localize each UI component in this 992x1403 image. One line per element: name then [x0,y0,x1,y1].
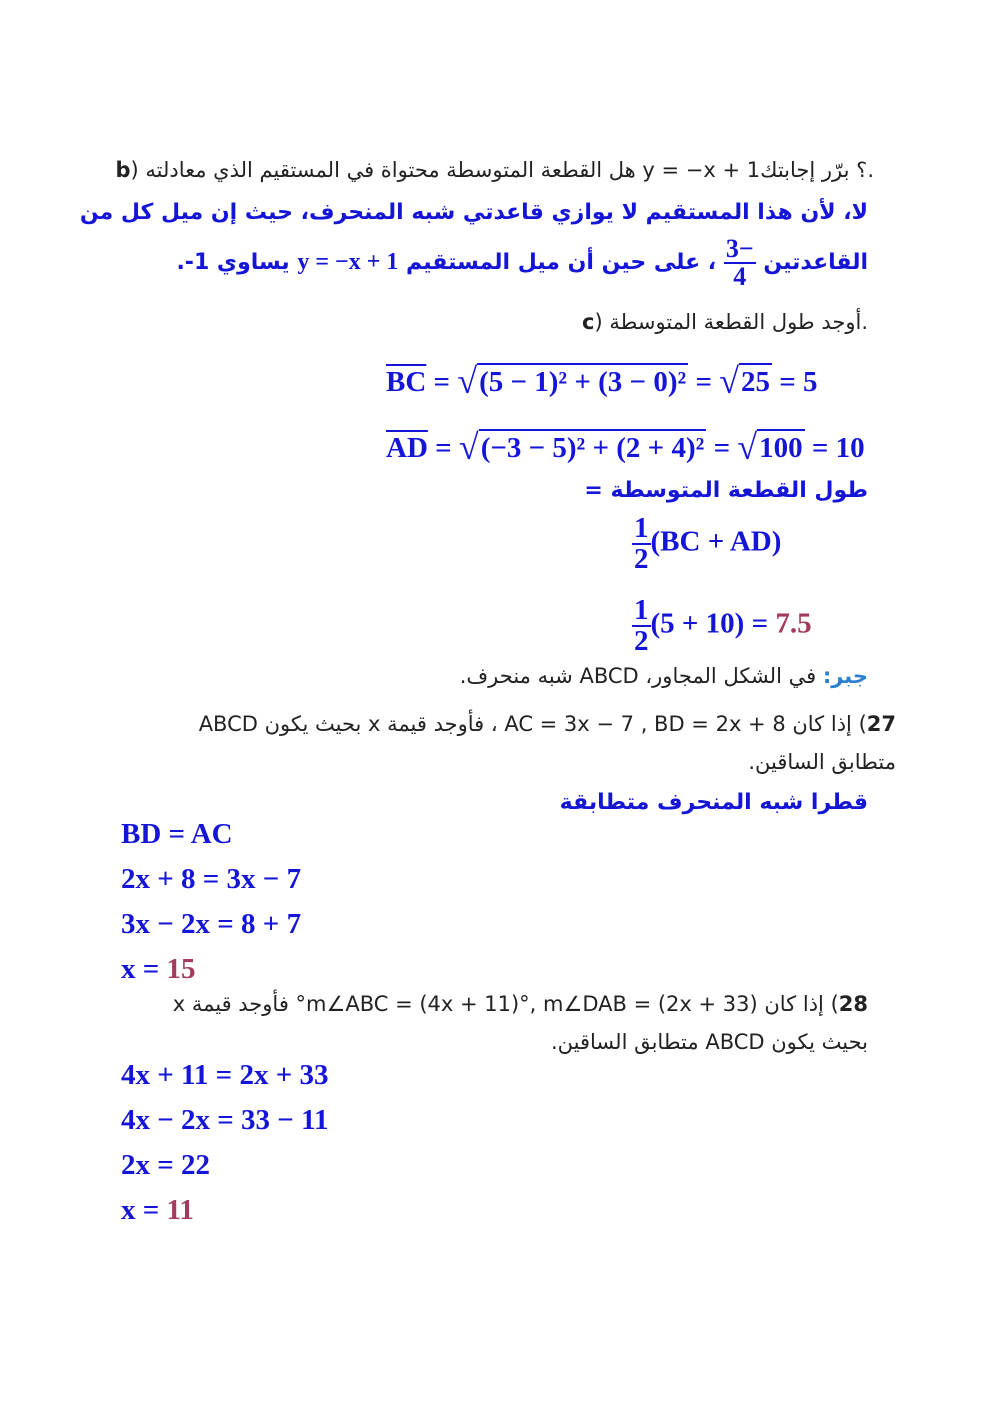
midsegment-result: 7.5 [775,607,812,640]
midsegment-sum: (5 + 10) = [650,607,769,640]
q28-step-2: 4x − 2x = 33 − 11 [121,1104,329,1136]
midsegment-expression: (BC + AD) [650,525,782,558]
half-fraction [632,596,651,656]
q27-step-3: 3x − 2x = 8 + 7 [121,908,302,940]
q27-step-1: BD = AC [121,818,233,850]
ad-length-equation: $\overline{AD} = √(-3 - 5)^2 + (2 + 4)^2 = √100 = 10$ [386,427,865,467]
algebra-intro [460,664,868,688]
half-denominator: 2 [634,543,649,575]
bc-radicand: (5 − 1)² + (3 − 0)² [477,363,688,399]
q27-answer-heading: قطرا شبه المنحرف متطابقة [559,790,868,815]
slope-fraction [724,236,756,290]
q27-question-line1: 27) إذا كان AC = 3x − 7 , BD = 2x + 8 ، فأوجد قيمة x بحيث يكون ABCD [198,712,896,736]
midsegment-calc [632,596,812,656]
part-b-answer-line2 [176,236,868,290]
line-equation: y = −x + 1 [297,249,399,275]
q27-final-lhs: x = [121,953,160,985]
bc-length-equation: $\overline{BC} = √(5 - 1)^2 + (3 - 0)^2 = √25 = 5$ [386,361,818,401]
part-b-label: b [115,158,131,182]
algebra-label: جبر: [822,664,868,688]
q27-question-line2: متطابق الساقين. [748,750,896,774]
q27-step-2: 2x + 8 = 3x − 7 [121,863,302,895]
part-b-question: b) هل القطعة المتوسطة محتواة في المستقيم الذي معادلته y = −x + 1؟ برّر إجابتك. [115,158,874,182]
q28-final-value: 11 [166,1194,194,1226]
midsegment-formula [632,514,781,574]
q27-final [121,953,196,986]
part-b-answer-end: يساوي 1-. [176,250,290,275]
algebra-intro-text: في الشكل المجاور، ABCD شبه منحرف. [459,664,817,688]
q28-step-3: 2x = 22 [121,1149,211,1181]
part-c-question: c) أوجد طول القطعة المتوسطة. [582,310,868,334]
q28-question-line1: 28) إذا كان m∠ABC = (4x + 11)°, m∠DAB = (2x + 33)° فأوجد قيمة x [172,992,868,1016]
part-b-answer-line1: لا، لأن هذا المستقيم لا يوازي قاعدتي شبه المنحرف، حيث إن ميل كل من [79,200,868,225]
part-b-question-text: هل القطعة المتوسطة محتواة في المستقيم الذي معادلته y = −x + 1؟ برّر إجابتك. [145,158,874,182]
q27-number: 27 [866,712,896,736]
ad-sqrt-value: 100 [757,429,805,465]
slope-denominator: 4 [733,262,747,291]
bc-result: 5 [803,366,818,398]
part-b-answer-start: القاعدتين [763,250,868,275]
q28-number: 28 [838,992,868,1016]
q27-question-text: إذا كان AC = 3x − 7 , BD = 2x + 8 ، فأوجد قيمة x بحيث يكون ABCD [198,712,852,736]
midsegment-label: طول القطعة المتوسطة = [584,478,868,503]
half-fraction [632,514,651,574]
q28-final-lhs: x = [121,1194,160,1226]
part-b-answer-mid: ، على حين أن ميل المستقيم [406,250,717,275]
ad-radicand: (−3 − 5)² + (2 + 4)² [479,429,707,465]
bc-sqrt-value: 25 [739,363,772,399]
sqrt-symbol: √ [458,427,479,467]
q28-final [121,1194,194,1227]
sqrt-symbol: √ [737,427,758,467]
slope-numerator: −3 [725,234,754,263]
q27-final-value: 15 [166,953,196,985]
q28-step-1: 4x + 11 = 2x + 33 [121,1059,329,1091]
half-numerator: 1 [634,594,649,626]
ad-segment: $\overline{AD}$ [386,432,428,464]
q28-question-text: إذا كان m∠ABC = (4x + 11)°, m∠DAB = (2x + 33)° فأوجد قيمة x [172,992,824,1016]
sqrt-symbol: √ [457,361,478,401]
ad-result: 10 [835,432,865,464]
part-c-question-text: أوجد طول القطعة المتوسطة. [609,310,868,334]
half-numerator: 1 [634,512,649,544]
bc-segment: $\overline{BC}$ [386,366,427,398]
q28-question-line2: بحيث يكون ABCD متطابق الساقين. [551,1030,868,1054]
half-denominator: 2 [634,625,649,657]
part-c-label: c [582,310,595,334]
sqrt-symbol: √ [719,361,739,401]
